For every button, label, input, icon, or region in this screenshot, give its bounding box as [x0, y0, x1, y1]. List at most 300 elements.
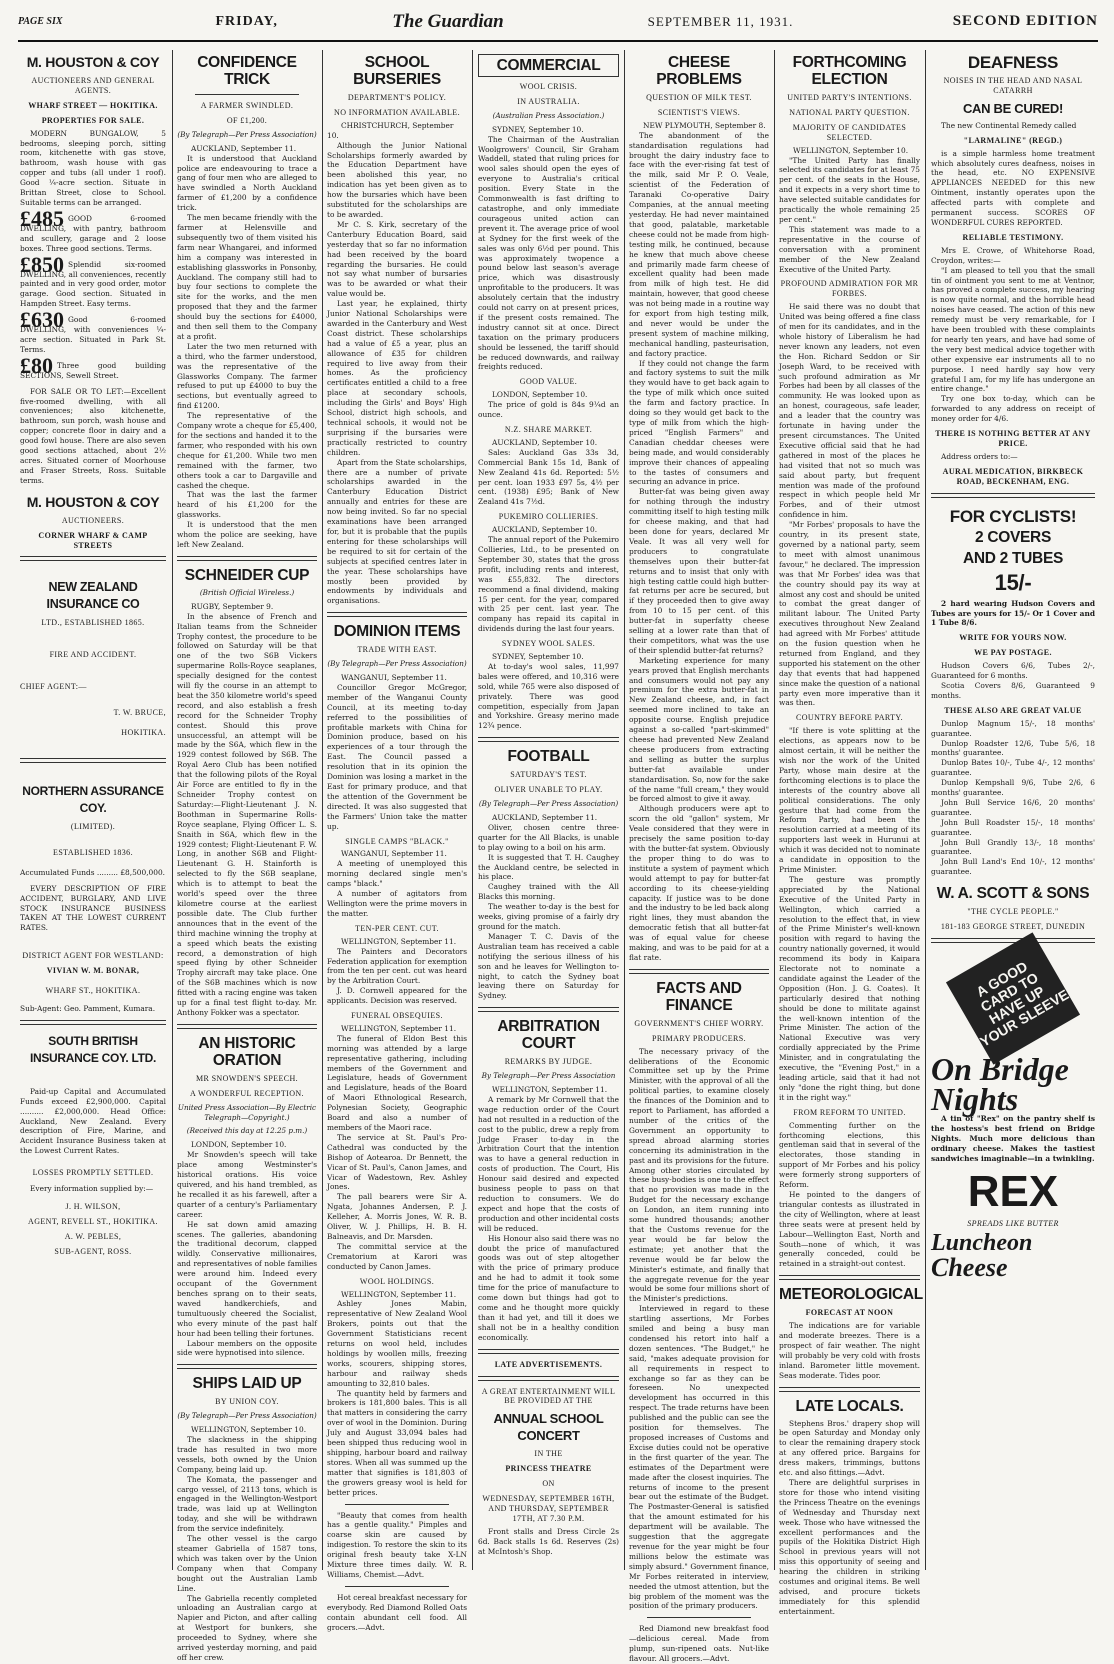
rex-tagline: SPREADS LIKE BUTTER	[967, 1218, 1059, 1228]
rex-card-text: A GOOD CARD TO HAVE UP YOUR SLEEVE	[973, 957, 1072, 1050]
paragraph: Caughey trained with the All Blacks this morning.	[478, 882, 619, 902]
property-listing	[20, 129, 166, 208]
northern-established: ESTABLISHED 1836.	[53, 847, 133, 857]
dateline: WELLINGTON, September 10.	[191, 1425, 307, 1435]
divider	[177, 1364, 317, 1369]
divider	[647, 1617, 751, 1618]
subheadline: N.Z. SHARE MARKET.	[504, 425, 593, 434]
paragraph: is a simple harmless home treatment which absolutely cures deafness, noises in the head, etc. NO EXPENSIVE APPLIANCES NEEDED for this new Ointment, instantly operates upon the affected parts with complete and permanent success. SCORES OF WONDERFUL CURES REPORTED.	[931, 148, 1095, 227]
paragraph: Marketing experience for many years proved that English merchants and consumers would not pay any premium for the extra butter-fat in New Zealand cheese, and, in fact seemed more inclined to take an opposite course. English prejudice against a so-called "part-skimmed" cheese had prevented New Zealand cheese producers from extracting and selling as butter the surplus butter-fat available under standardisation. So, now for the sake of the name "full cream," they would be forced almost to give it away.	[629, 655, 769, 804]
column-6	[779, 50, 923, 1616]
article-body	[779, 302, 920, 708]
rex-text	[931, 1114, 1095, 1164]
paragraph: Mrs E. Crowe, of Whitehorse Road, Croydon, writes:—	[931, 245, 1095, 265]
paragraph: 2 hard wearing Hudson Covers and Tubes are yours for 15/- Or 1 Cover and 1 Tube 8/6.	[931, 598, 1095, 628]
dateline: NEW PLYMOUTH, September 8.	[643, 120, 766, 130]
houston-address: CORNER WHARF & CAMP STREETS	[38, 530, 148, 550]
paragraph: Although the Junior National Scholarships formerly awarded by the Education Department have been abolished this year, no indication has yet been given as to how the bursaries which have been substituted for the scholarships are to be awarded.	[327, 140, 467, 219]
article-body	[478, 662, 619, 731]
houston-title: M. HOUSTON & COY	[26, 54, 160, 70]
divider	[345, 1504, 449, 1505]
divider	[478, 1349, 619, 1354]
paragraph: The other vessel is the cargo steamer Gabriella of 1587 tons, which was taken over by the Union Company when that Company bought out the Australian Lamb Line.	[177, 1534, 317, 1593]
rex-bridge-line: On Bridge	[931, 1051, 1069, 1087]
article-body	[478, 1095, 619, 1343]
dateline: AUCKLAND, September 10.	[492, 525, 598, 535]
beauty-advertisement	[327, 1511, 467, 1580]
deafness-testimony-title: RELIABLE TESTIMONY.	[962, 232, 1064, 242]
issue-day: FRIDAY,	[215, 14, 278, 30]
concert-prices	[478, 1527, 619, 1557]
paragraph: He said there was no doubt that United was being offered a fine class of men for its candidates, and in the whole history of Liberalism he had never known any leaders, not even the Hon. Richard Seddon or Sir Joseph Ward, to be received with such profound admiration as Mr Forbes had been by all classes of the community. He was looked upon as an honest, courageous, safe leader, and a leader that the country was fortunate in having under the present circumstances. The United Executive official said that he had gathered in most of the places he had visited that not so much was said about party, but frequent mention was made of the profound respect in which people held Mr Forbes, and of their utmost confidence in him.	[779, 302, 920, 520]
south-british-agent: AGENT, REVELL ST., HOKITIKA.	[28, 1216, 158, 1226]
article-body	[478, 823, 619, 1001]
headline: SHIPS LAID UP	[192, 1375, 302, 1393]
cyclists-text	[931, 599, 1095, 629]
dateline: WELLINGTON, September 10.	[793, 145, 909, 155]
headline: CONFIDENCE TRICK	[197, 54, 297, 88]
deafness-text	[931, 246, 1095, 424]
cyclists-price: 15/-	[994, 569, 1032, 595]
south-british-agent: SUB-AGENT, ROSS.	[54, 1246, 132, 1256]
paragraph: Stephens Bros.' drapery shop will be open Saturday and Monday only to clear the remaining drapery stock at any offered price. Bargains for dress makers, trimmings, buttons etc. and also fittings.—Advt.	[779, 1418, 920, 1478]
property-text: MODERN BUNGALOW, 5 bedrooms, sleeping porch, sitting room, kitchenette with gas stove, bathroom, wash house with gas copper and tubs (all under 1 roof). Good ¼-acre section. Situate in Brittan Street, close to School. Suitable terms can be arranged.	[20, 128, 166, 207]
subheadline: COUNTRY BEFORE PARTY.	[796, 713, 903, 723]
article-body	[327, 683, 467, 832]
subheadline: DEPARTMENT'S POLICY.	[347, 93, 447, 102]
south-british-title: SOUTH BRITISH INSURANCE COY. LTD.	[29, 1033, 157, 1065]
subheadline: BY UNION COY.	[215, 1397, 279, 1407]
houston-properties-heading: PROPERTIES FOR SALE.	[41, 115, 145, 125]
subheadline: REMARKS BY JUDGE.	[504, 1057, 593, 1067]
article-body	[177, 612, 317, 1018]
northern-subagent	[20, 1004, 166, 1014]
property-text: Splendid six-roomed DWELLING, all conveniences, recently painted and in very good order, motor garage. Good section. Situated in Hampden Street. Easy terms.	[20, 259, 166, 309]
list-item: Dunlop Magnum 15/-, 18 months' guarantee.	[931, 718, 1095, 738]
list-item: Scotia Covers 8/6, Guaranteed 9 months.	[931, 680, 1095, 700]
nz-insurance-title: NEW ZEALAND INSURANCE CO	[46, 580, 140, 612]
article-body	[779, 1321, 920, 1380]
divider	[779, 1387, 920, 1392]
nz-insurance-subtitle: LTD., ESTABLISHED 1865.	[41, 618, 145, 628]
column-rule	[172, 50, 173, 1570]
cyclists-postage: WE PAY POSTAGE.	[974, 648, 1052, 658]
masthead-rule	[18, 40, 1098, 42]
paragraph: He sat down amid amazing scenes. The galleries, abandoning the traditional decorum, clapped wildly. Conservative millionaires, and representatives of noble families were around him. Indeed every occupant of the Government benches sprang on to their seats, waved handkerchiefs, and tumultuously cheered the Socialist, who every minute of the past half hour had been telling their fortunes.	[177, 1219, 317, 1338]
column-rule	[322, 50, 323, 1570]
property-listing	[20, 251, 166, 310]
column-7-advertisements	[931, 50, 1095, 1584]
deafness-text	[931, 121, 1095, 131]
press-credit: (Australian Press Association.)	[492, 110, 605, 120]
paragraph: His Honour also said there was no doubt the price of manufactured goods was out of step altogether with the price of primary produce and he had to admit it took some time for the price of manufacture to come down but things had got to come and he thought more quickly than it had yet, and till it does we shall not be in a healthy condition economically.	[478, 1233, 619, 1342]
paragraph: A number of agitators from Wellington were the prime movers in the matter.	[327, 889, 467, 918]
paragraph: He pointed to the dangers of triangular contests as illustrated in the city of Wellington, where at least three seats were at present held by Labour—Wellington East, North and South—none of which, it was generally conceded, could be retained in a straight-out contest.	[779, 1189, 920, 1269]
paragraph: Red Diamond new breakfast food—delicious cereal. Made from plump, sun-ripened oats. Nut-like flavour. All grocers.—Advt.	[629, 1624, 769, 1664]
subheadline: IN AUSTRALIA.	[517, 96, 580, 106]
paragraph: The Gabriella recently completed unloading an Australian cargo at Napier and Picton, and after calling at Westport for bunkers, she proceeded to Sydney, where she arrived yesterday morning, and paid off her crew.	[177, 1593, 317, 1662]
cyclists-list	[931, 719, 1095, 878]
dateline: RUGBY, September 9.	[191, 601, 274, 611]
paragraph: J. D. Cornwell appeared for the applicants. Decision was reserved.	[327, 986, 467, 1006]
subheadline: FUNERAL OBSEQUIES.	[351, 1011, 443, 1021]
paragraph: Address orders to:—	[941, 451, 1018, 461]
south-british-info-text: Every information supplied by:—	[30, 1184, 154, 1194]
paragraph: The committal service at the Crematorium at Karori was conducted by Canon James.	[327, 1241, 467, 1271]
rex-bridge-line: Nights	[931, 1081, 1019, 1117]
paragraph: Ashley Jones Mabin, representative of New Zealand Wool Brokers, points out that the Government Statisticians recent returns on wool held, includes holdings by woollen mills, freezing works, scourers, shipping stores, harbour and railway sheds amounting to 32,810 bales.	[327, 1299, 467, 1388]
subheadline: FROM REFORM TO UNITED.	[793, 1107, 906, 1117]
paragraph: "Mr Forbes' proposals to have the country, in its present state, governed by a national party, seem to meet with almost unanimous favour," he declared. The impression was that Mr Forbes' idea was that the country should pay its way at almost any cost and should be united to combat the great danger of militant labour. The United Party executives throughout New Zealand had agreed with Mr Forbes' attitude on the fusion question when he returned from England, and they supported his statement on the other day that events that had happened since make the question of a national party even more imperative than it was then.	[779, 520, 920, 708]
northern-subagent-text: Sub-Agent: Geo. Pamment, Kumara.	[20, 1003, 156, 1013]
subheadline: A WONDERFUL RECEPTION.	[190, 1088, 304, 1098]
list-item: Dunlop Roadster 12/6, Tube 5/6, 18 months' guarantee.	[931, 738, 1095, 758]
article-body	[779, 156, 920, 275]
paragraph: The price of gold is 84s 9¼d an ounce.	[478, 400, 619, 420]
headline: SCHOOL BURSERIES	[353, 54, 441, 88]
headline: SCHNEIDER CUP	[184, 566, 310, 584]
list-item: John Bull Grandly 13/-, 18 months' guarantee.	[931, 837, 1095, 857]
paragraph: Commenting further on the forthcoming elections, this gentleman said that in several of the electorates, those standing in support of Mr Forbes and his policy were formerly strong supporters of Reform.	[779, 1120, 920, 1190]
paragraph: Mr C. S. Kirk, secretary of the Canterbury Education Board, said yesterday that so far no information had been received by the board regarding the bursaries. He could not say what number of bursaries was to be awarded or what their value would be.	[327, 219, 467, 299]
article-body	[629, 131, 769, 963]
paragraph: Mr Snowden's speech will take place among Westminster's historical orations. His voice quivered, and his hand trembled, as he recalled it as his farewell, after a quarter of a century's Parliamentary career.	[177, 1150, 317, 1219]
scott-subtitle: "THE CYCLE PEOPLE."	[967, 907, 1059, 917]
divider	[195, 94, 299, 95]
article-body	[327, 141, 467, 607]
dateline: WELLINGTON, September 11.	[492, 1085, 608, 1095]
northern-funds-text: Accumulated Funds ......... £8,500,000.	[20, 867, 166, 877]
headline: FORTHCOMING ELECTION	[792, 54, 907, 88]
nz-insurance-town: HOKITIKA.	[121, 728, 166, 738]
houston-title: M. HOUSTON & COY	[26, 493, 160, 510]
dateline: AUCKLAND, September 11.	[492, 813, 598, 822]
article-body	[327, 1034, 467, 1272]
paragraph: The gesture was promptly appreciated by the National Executive of the United Party in Wellington, which carried a resolution to the effect that, in view of the Prime Minister's well-known position with regard to having the country nationally governed, it would recommend its body in Kaipara Electorate not to nominate a candidate against the Leader of the Opposition (Hon. J. G. Coates). It particularly desired that nothing should be done to militate against the well-known intention of the Prime Minister. The action of the National Executive was very cordially appreciated by the Prime Minister, and in congratulating the executive, the "Evening Post," in a leading article, said that it had not only "done the right thing, but done it in the right way."	[779, 874, 920, 1102]
dateline: SYDNEY, September 10.	[492, 652, 584, 662]
press-credit: United Press Association—By Electric Telegraph—Copyright.)	[177, 1102, 317, 1122]
article-body	[779, 1121, 920, 1270]
divider	[478, 1007, 619, 1012]
property-text: GOOD 6-roomed DWELLING, with pantry, bathroom and scullery, garage and 2 loose boxes. Three good sections. Terms.	[20, 213, 166, 253]
list-item: John Bull Land's End 10/-, 12 months' guarantee.	[931, 857, 1095, 877]
paragraph: The service at St. Paul's Pro-Cathedral was conducted by the Bishop of Aotearoa. Dr Bennett, the Vicar of St. Paul's, Canon James, and Vicar of Wadestown, Rev. Ashley Jones.	[327, 1132, 467, 1192]
paragraph: Apart from the State scholarships, there are a number of private scholarships awarded in the Canterbury Education District annually and entries for these are now being invited. So far no special examinations have been arranged for, but it is probable that the pupils entering for these scholarships will be required to sit for certain of the subjects at specified centres later in the year. These scholarships have mostly been provided by endowments by individuals and organisations.	[327, 457, 467, 606]
paragraph: The new Continental Remedy called	[941, 120, 1077, 130]
south-british-body	[20, 1087, 166, 1156]
northern-subtitle: (LIMITED).	[70, 821, 116, 831]
subheadline: SYDNEY WOOL SALES.	[501, 639, 596, 649]
paragraph: The representative of the Company wrote a cheque for £5,400, for the sections and handed it to the farmer, who responded with his own cheque for £1,200. While two men remained with the farmer, two others took a car to Dargaville and cashed the cheque.	[177, 411, 317, 490]
dateline: SYDNEY, September 10.	[492, 124, 584, 134]
nz-insurance-agent: T. W. BRUCE,	[113, 708, 166, 718]
article-body	[478, 535, 619, 634]
paragraph: Although producers were apt to scorn the old "gallon" system, Mr Veale considered that they were in precisely the same position to-day with the butter-fat system. Obviously the proper thing to do was to institute a system of payment which would attempt to pay for butter-fat according to its cheese-yielding capacity. If justice was to be done and the industry to be led back along right lines, they must abandon the democratic fetish that all butter-fat was of equal value for cheese making, and was to be paid for at a flat rate.	[629, 804, 769, 962]
column-3	[327, 50, 467, 1632]
rex-bridge-heading	[931, 1051, 1095, 1117]
houston-subtitle: AUCTIONEERS.	[61, 515, 125, 525]
northern-title: NORTHERN ASSURANCE COY.	[22, 783, 164, 815]
paragraph: The Chairman of the Australian Woolgrowers' Council, Sir Graham Waddell, stated that ruling prices for wool sales should open the eyes of everyone to Australia's critical position. Every State in the Commonwealth is fast drifting to catastrophe, and only immediate courageous united action can prevent it. The average price of wool at Sydney for the first week of the sales was only 6½d per pound. This was approximately twopence a pound below last season's average price, which was disastrously unprofitable to the producers. It was absolutely certain that the industry could not carry on at present prices, if the present costs remained. The industry cannot sit at once. Direct taxation on the primary producers should be lessened, the tariff should be reduced downwards, and railway freights reduced.	[478, 134, 619, 372]
paragraph: "If there is vote splitting at the elections, as appears now to be almost certain, it will be neither the wish nor the work of the United Party, whose main desire at the forthcoming elections is to place the interests of the country above all political considerations. The only gesture that had come from the Reform Party, had been the resolution carried at a meeting of its supporters last week in Hurunui at which it was decided not to nominate a candidate in opposition to the Prime Minister.	[779, 726, 920, 874]
list-item: Dunlop Bates 10/-, Tube 4/-, 12 months' guarantee.	[931, 758, 1095, 778]
column-2	[177, 50, 317, 1662]
paragraph: The necessary privacy of the deliberations of the Economic Committee set up by the Prime Minister, with the approval of all the political parties, to examine closely the finances of the Dominion and to report to Parliament, has afforded a number of the critics of the Government an opportunity to spread abroad alarming stories concerning its administration in the past and its provisions for the future. Among other stories circulated by these busy-bodies is one to the effect that no provision was made in the Budget for the necessary exchange on London, an item running into some hundred thousands; another that the Customs revenue for the year would be far below the estimate; yet another that the revenue would be far below the Minister's estimate, and finally that the aggregate revenue for the year would be some four millions short of the Minister's predictions.	[629, 1046, 769, 1304]
column-rule	[624, 50, 625, 1570]
paragraph: It is suggested that T. H. Caughey the Auckland centre, be selected in his place.	[478, 852, 619, 882]
column-1-advertisements	[20, 50, 166, 1584]
paragraph: Hot cereal breakfast necessary for everybody. Red Diamond Rolled Oats contain abundant cell food. All grocers.—Advt.	[327, 1592, 467, 1632]
subheadline: GOVERNMENT'S CHIEF WORRY.	[634, 1018, 764, 1028]
deafness-remedy: "LARMALINE" (REGD.)	[963, 135, 1063, 145]
paragraph: Manager T. C. Davis of the Australian team has received a cable notifying the serious illness of his son and he leaves for Wellington to-night, to catch the Sydney boat leaving there on Saturday for Sydney.	[478, 931, 619, 1001]
issue-date: SEPTEMBER 11, 1931.	[647, 14, 794, 30]
northern-address: WHARF ST., HOKITIKA.	[45, 986, 141, 996]
cyclists-title: FOR CYCLISTS!	[949, 506, 1077, 526]
concert-in: IN THE	[534, 1449, 563, 1459]
property-listing	[20, 205, 166, 254]
divider	[20, 1020, 166, 1025]
subheadline: A FARMER SWINDLED.	[200, 101, 294, 110]
subheadline: MR SNOWDEN'S SPEECH.	[195, 1073, 299, 1083]
south-british-text: Paid-up Capital and Accumulated Funds exceed £2,900,000. Capital .......... £2,000,000. Head Office: Auckland, New Zealand. Every description of Fire, Marine, and Accident Insurance Business taken at the Lowest Current Rates.	[20, 1086, 166, 1156]
rex-cheese: Cheese	[931, 1253, 1008, 1283]
headline: AN HISTORIC ORATION	[198, 1034, 296, 1069]
received-time: (Received this day at 12.25 p.m.)	[186, 1126, 308, 1136]
column-rule	[472, 50, 473, 1570]
article-body	[327, 947, 467, 1006]
page-number: PAGE SIX	[18, 16, 63, 28]
list-item: John Bull Service 16/6, 20 months' guarantee.	[931, 797, 1095, 817]
divider	[177, 1024, 317, 1029]
cyclists-list	[931, 661, 1095, 701]
property-text: Three good building SECTIONS, Sewell Street.	[20, 360, 166, 380]
article-body	[478, 400, 619, 420]
headline: LATE LOCALS.	[795, 1397, 904, 1415]
paragraph: "I am pleased to tell you that the small tin of ointment you sent to me at Ventnor, has proved a complete success, my hearing is now quite normal, and the horrible head noises have ceased. The action of this new remedy must be very remarkable, for I have been troubled with these complaints for nearly ten years, and have had some of the very best medical advice together with other expensive ear instruments all to no purpose. I need hardly say how very grateful I am, for my life has undergone an entire change."	[931, 265, 1095, 394]
subheadline: PUKEMIRO COLLIERIES.	[498, 512, 599, 522]
paragraph: It is understood that the men whom the police are seeking, have left New Zealand.	[177, 520, 317, 549]
south-british-losses: LOSSES PROMPTLY SETTLED.	[32, 1168, 154, 1178]
dateline: AUCKLAND, September 11.	[191, 143, 297, 153]
paragraph: Butter-fat was being given away for nothing through the industry committing itself to high testing milk for cheese making, and that had been done for years, declared Mr Veale. It was all very well for producers to congratulate themselves upon their butter-fat returns and to insist that only with high testing cattle could high butter-fat returns per acre be secured, but if they proceeded then to give away from 10 to 15 per cent. of this butter-fat in superfatty cheese selling at a lower rate than that of their competitors, what was the use of their splendid butter-fat returns?	[629, 487, 769, 655]
deafness-address: AURAL MEDICATION, BIRKBECK ROAD, BECKENHAM, ENG.	[942, 466, 1084, 486]
article-body	[478, 448, 619, 507]
paragraph: The pall bearers were Sir A. Ngata, Johannes Andersen, P. J. Kelleher, A. Morris Jones, W. R. B. Oliver, W. J. Phillips, H. B. H. Balneavis, and Dr. Marsden.	[327, 1192, 467, 1241]
edition-label: SECOND EDITION	[952, 13, 1098, 30]
property-text: FOR SALE OR TO LET:—Excellent five-roomed dwelling, with all conveniences; also kitchenette, bathroom, sun porch, wash house and copper; concrete floor in dairy and a good fowl house. There are also seven good sections attached, about 2½ acres. Situated corner of Moorhouse and Fraser Streets, Ross. Suitable terms.	[20, 386, 166, 485]
cyclists-write: WRITE FOR YOURS NOW.	[959, 633, 1067, 643]
concert-title: ANNUAL SCHOOL CONCERT	[493, 1411, 604, 1444]
subheadline: MAJORITY OF CANDIDATES SELECTED.	[792, 122, 907, 142]
cyclists-tubes: AND 2 TUBES	[962, 549, 1064, 567]
subheadline: UNITED PARTY'S INTENTIONS.	[787, 93, 912, 102]
paragraph: Oliver, chosen centre three-quarter for the All Blacks, is unable to play owing to a boil on his arm.	[478, 822, 619, 852]
paragraph: The indications are for variable and moderate breezes. There is a prospect of fair weather. The night will probably be very cold with frosts inland. Barometer little movement. Seas moderate. Tides poor.	[779, 1321, 920, 1380]
paragraph: The annual report of the Pukemiro Collieries, Ltd., to be presented on September 30, states that the gross profit, including rents and interest, was £55,832. The directors recommend a final dividend, making 15 per cent. for the year, compared with 25 per cent. last year. The company has repaid its capital in dividends during the last four years.	[478, 535, 619, 634]
paragraph: "Beauty that comes from health has a gentle quality." Pimples and coarse skin are caused by indigestion. To restore the skin to its original fresh beauty take X-LN Mixture three times daily. W. R. Williams, Chemist.—Advt.	[327, 1510, 467, 1579]
masthead	[18, 6, 1098, 38]
dateline: AUCKLAND, September 10.	[492, 437, 598, 447]
deafness-cured: CAN BE CURED!	[962, 100, 1064, 116]
paragraph: This statement was made to a representative in the course of conversation with a prominent member of the New Zealand Executive of the United Party.	[779, 224, 920, 274]
concert-venue: PRINCESS THEATRE	[505, 1464, 592, 1474]
cyclists-also: THESE ALSO ARE GREAT VALUE	[944, 705, 1082, 715]
dateline: WELLINGTON, September 11.	[341, 936, 457, 946]
article-body	[327, 1299, 467, 1497]
houston-address: WHARF STREET — HOKITIKA.	[28, 100, 158, 110]
scott-address: 181-183 GEORGE STREET, DUNEDIN	[940, 922, 1086, 932]
subheadline: OF £1,200.	[226, 115, 268, 125]
paragraph: It is understood that Auckland police are endeavouring to trace a gang of four men who are alleged to have swindled a North Auckland farmer of £1,200 by a confidence trick.	[177, 153, 317, 213]
deafness-better: THERE IS NOTHING BETTER AT ANY PRICE.	[935, 429, 1091, 448]
paragraph: At to-day's wool sales, 11,997 bales were offered, and 10,316 were sold, while 765 were also disposed of privately. There was good competition, especially from Japan and Yorkshire. Greasy merino made 12¾ pence.	[478, 661, 619, 731]
paragraph: A remark by Mr Cornwell that the wage reduction order of the Court had not resulted in a reduction of the cost to the public, drew a reply from Judge Fraser to-day in the Arbitration Court that the intention was to have a general reduction in costs of production. The Court, His Honour said desired and expected business people to pass on that reduction to consumers. We do expect and hope that the costs of production and other incidental costs will be reduced.	[478, 1094, 619, 1233]
press-credit: (By Telegraph—Per Press Association)	[177, 1411, 317, 1421]
headline: FOOTBALL	[507, 748, 590, 766]
property-price: £485	[20, 205, 64, 231]
article-body	[177, 154, 317, 550]
subheadline: TRADE WITH EAST.	[357, 645, 437, 655]
paragraph: In the absence of French and Italian teams from the Schneider Trophy contest, the procedure to be followed on Saturday will be that one of the two S6B Vickers supermarine Rolls-Royce seaplanes, specially designed for the contest will fly the course in an attempt to beat the 350 kilometre world's speed record, and also establish a fresh record for the Schneider Trophy contest. Should this prove unsuccessful, an attempt will be made by the S6A, which flew in the 1929 contest followed by S6B. The Royal Aero Club has been notified that the following pilots of the Royal Air Force are entitled to fly in the Schneider Trophy contest on Saturday:—Flight-Lieutenant J. N. Boothman in Supermarine Rolls-Royce seaplane, Flying Officer L. S. Snaith in S6A, which flew in the 1929 contest; Flight-Lieutenant F. W. Long, in another S6B and Flight-Lieutenant G. H. Stainforth is selected to fly the S6B seaplane, which is to attempt to beat the world's speed over the three kilometre course at the earliest possible date. The Club further announces that in the event of the third machine winning the trophy at a speed which beats the existing record, a demonstration of high speed flying by other Schneider Trophy aircraft may take place. One of the S6B machines which is now fitted with a racing engine was taken up for a final test flight to-day. Mr. Anthony Fokker was a spectator.	[177, 611, 317, 1017]
nz-insurance-fire: FIRE AND ACCIDENT.	[49, 650, 137, 660]
subheadline: OLIVER UNABLE TO PLAY.	[494, 785, 603, 795]
subheadline: SATURDAY'S TEST.	[510, 770, 587, 780]
paragraph: The abandonment of the standardisation regulations had brought the dairy industry face to face with the ever-rising fat test of the milk, said Mr P. O. Veale, scientist of the Federation of Taranaki Co-operative Dairy Companies, at the annual meeting yesterday. He had never maintained that good, palatable, marketable cheese could not be made from high-testing milk, he continued, because he knew that much above cheese and primarily made farm cheese of excellent quality had been made from milk of high test. He did maintain, however, that good cheese was not being made in a routine way for export from high testing milk, and never would be under the present system of machine milking, mechanical handling, pasteurisation, and factory practice.	[629, 130, 769, 358]
property-listing	[20, 352, 166, 381]
divider	[478, 737, 619, 742]
deafness-subtitle: NOISES IN THE HEAD AND NASAL CATARRH	[943, 76, 1083, 95]
northern-agent: VIVIAN W. M. BONAR,	[46, 966, 140, 976]
divider	[177, 556, 317, 561]
subheadline: QUESTION OF MILK TEST.	[646, 93, 752, 102]
subheadline: TEN-PER CENT. CUT.	[355, 923, 439, 933]
divider	[345, 1586, 449, 1587]
headline: COMMERCIAL	[478, 54, 619, 77]
concert-on: ON	[542, 1479, 555, 1489]
dateline: WANGANUI, September 11.	[341, 673, 447, 683]
article-body	[779, 726, 920, 1102]
list-item: Dunlop Kempshall 9/6, Tube 2/6, 6 months' guarantee.	[931, 778, 1095, 798]
subheadline: PRIMARY PRODUCERS.	[651, 1033, 747, 1043]
press-credit: (British Official Wireless.)	[199, 587, 295, 597]
paragraph: A meeting of unemployed this morning declared single men's camps "black."	[327, 859, 467, 889]
article-body	[478, 135, 619, 373]
column-rule	[774, 50, 775, 1570]
subheadline: WOOL HOLDINGS.	[359, 1276, 435, 1286]
subheadline: GOOD VALUE.	[519, 377, 578, 387]
subheadline: SINGLE CAMPS "BLACK."	[345, 836, 449, 846]
breakfast-advertisement	[327, 1593, 467, 1633]
headline: DOMINION ITEMS	[333, 623, 461, 641]
cyclists-covers: 2 COVERS	[975, 528, 1051, 546]
column-rule	[925, 50, 926, 1570]
dateline: WANGANUI, September 11.	[341, 849, 447, 859]
newspaper-title: The Guardian	[392, 11, 504, 33]
paragraph: Last year, he explained, thirty Junior National Scholarships were awarded in the Canterbury and West Coast district. These scholarships had a value of £5 a year, plus an allowance of £35 for children required to live away from their homes. As the proficiency certificates entitled a child to a free place at secondary schools, including the Girls' and Boys' High School, district high schools, and technical schools, it would not be surprising if the bursaries were practically restricted to country children.	[327, 299, 467, 457]
divider	[20, 556, 166, 561]
divider	[327, 612, 467, 617]
paragraph: The quantity held by farmers and brokers is 181,800 bales. This is all that matters in considering the carry over of wool in the Dominion. During July and August 33,094 bales had been shipped thus reducing wool in shipping, harbour board and railway stores. When all was summed up the matter that signifies is 181,803 of the growers greasy wool is held for better prices.	[327, 1388, 467, 1497]
rex-brand: REX	[967, 1166, 1059, 1216]
paragraph: The slackness in the shipping trade has resulted in two more vessels, both owned by the Union Company, being laid up.	[177, 1435, 317, 1474]
paragraph: The men became friendly with the farmer at Helensville and subsequently two of them visited his farm near Whangarei, and informed him a company was interested in establishing glassworks in Ponsonby, Auckland. The company still had to buy four sections to complete the site for the works, and the men proposed that they and the farmer should buy the sections for £4000, and then sell them to the Company at a profit.	[177, 213, 317, 341]
divider	[779, 1275, 920, 1280]
paragraph: The Komata, the passenger and cargo vessel, of 2113 tons, which is engaged in the Wellington-Westport trade, was laid up at Wellington today, and she will be withdrawn from the service indefinitely.	[177, 1474, 317, 1534]
column-5	[629, 50, 769, 1664]
paragraph: That was the last the farmer heard of his £1,200 for the glassworks.	[177, 490, 317, 520]
headline: METEOROLOGICAL	[779, 1286, 923, 1304]
paragraph: A tin of "Rex" on the pantry shelf is the hostess's best friend on Bridge Nights. Much more delicious than ordinary cheese. Makes the tastiest sandwiches imaginable—in a twinkling.	[931, 1114, 1095, 1163]
property-listing	[20, 387, 166, 486]
article-body	[327, 859, 467, 918]
rex-luncheon: Luncheon	[931, 1230, 1033, 1257]
subheadline: PROFOUND ADMIRATION FOR MR FORBES.	[780, 279, 919, 299]
subheadline: FORECAST AT NOON	[805, 1308, 894, 1318]
paragraph: Sales: Auckland Gas 33s 3d, Commercial Bank 15s 1d, Bank of New Zealand 41s 6d. Reported: 5½ per cent. loan 1933 £97 5s, 4½ per cent. (1938) £95; Bank of New Zealand 41s 7½d.	[478, 447, 619, 507]
dateline: WELLINGTON, September 11.	[341, 1289, 457, 1299]
property-price: £630	[20, 307, 64, 333]
paragraph: There are delightful surprises in store for those who intend visiting the Princess Theatre on the evenings of Wednesday and Thursday next week. Those who have witnessed the excellent performances and the pupils of the Hokitika District High School in previous years will not miss this opportunity of seeing and hearing the children in striking costumes and original items. Be well advised, and procure tickets immediately for this splendid entertainment.	[779, 1478, 920, 1616]
south-british-agent: J. H. WILSON,	[65, 1202, 121, 1211]
concert-dates: WEDNESDAY, SEPTEMBER 16TH, AND THURSDAY, SEPTEMBER 17TH, AT 7.30 P.M.	[482, 1494, 615, 1523]
northern-body-text: EVERY DESCRIPTION OF FIRE ACCIDENT, BURGLARY, AND LIVE STOCK INSURANCE BUSINESS TAKEN AT THE LOWEST CURRENT RATES.	[20, 883, 166, 933]
subheadline: NATIONAL PARTY QUESTION.	[789, 107, 910, 117]
south-british-info	[20, 1184, 166, 1194]
divider	[20, 758, 166, 763]
dateline: LONDON, September 10.	[492, 390, 588, 400]
press-credit: (By Telegraph—Per Press Association)	[327, 659, 467, 669]
subheadline: WOOL CRISIS.	[519, 82, 578, 91]
subheadline: SCIENTIST'S VIEWS.	[657, 107, 741, 117]
paragraph: Interviewed in regard to these startling assertions, Mr Forbes smiled and being a busy man condensed his retort into half a dozen sentences. "The Budget," he said, "makes adequate provision for all requirements in respect to exchange so far as they can be foreseen. No unexpected development has occurred in this respect. The trade returns have been published and the public can see the position for themselves. The proposed increases of Customs and Excise duties could not be operative in the first quarter of the year. The estimates of the Department were made after the closest inquiries. The returns of income to the present bear out the estimate of the Budget. The Postmaster-General is satisfied that the amount estimated for his department will be available. The suggestion that the aggregate revenue for the year might be four millions below the estimate was simply absurd." Government finance, Mr Forbes reiterated in interview, needed the utmost attention, but the big problem of the moment was the position of the primary producers.	[629, 1304, 769, 1611]
column-4	[478, 50, 619, 1584]
paragraph: "The United Party has finally selected its candidates for at least 75 per cent. of the seats in the House, and it expects in a very short time to have selected suitable candidates for practically the whole remaining 25 per cent."	[779, 155, 920, 224]
deafness-title: DEAFNESS	[967, 53, 1059, 72]
paragraph: Later the two men returned with a third, who the farmer understood, was the representative of the Glassworks Company. The farmer refused to put up £4000 to buy the sections, but eventually agreed to find £1200.	[177, 341, 317, 411]
playing-card-icon	[946, 932, 1080, 1064]
press-credit: (By Telegraph—Per Press Association)	[478, 799, 619, 809]
divider	[931, 493, 1095, 498]
press-credit: By Telegraph—Per Press Association	[481, 1071, 616, 1081]
dateline: LONDON, September 10.	[191, 1140, 287, 1150]
article-body	[629, 1047, 769, 1612]
subheadline: NO INFORMATION AVAILABLE.	[334, 107, 460, 117]
paragraph: Front stalls and Dress Circle 2s 6d. Back stalls 1s 6d. Reserves (2s) at McIntosh's Shop.	[478, 1526, 619, 1556]
deafness-text	[931, 149, 1095, 228]
dateline: WELLINGTON, September 11.	[341, 1023, 457, 1033]
property-text: Good 6-roomed DWELLING, with conveniences ¼-acre section. Situated in Park St. Terms.	[20, 315, 166, 354]
northern-funds	[20, 868, 166, 878]
northern-body	[20, 884, 166, 934]
south-british-agent: A. W. PEBLES,	[64, 1231, 122, 1241]
paragraph: Councillor Gregor McGregor, member of the Wanganui County Council, at its meeting to-day referred to the possibilities of profitable markets with China for Dominion produce, based on his experiences of a tour through the East. The Council passed a resolution that in its opinion the Dominion was losing a market in the East for primary produce, and that the attention of the Government be directed. It was also suggested that the Farmers' Union take the matter up.	[327, 682, 467, 831]
list-item: Hudson Covers 6/6, Tubes 2/-, Guaranteed for 6 months.	[931, 661, 1095, 681]
late-advertisements-heading: LATE ADVERTISEMENTS.	[494, 1359, 603, 1369]
article-body	[177, 1435, 317, 1663]
list-item: John Bull Roadster 15/-, 18 months' guarantee.	[931, 817, 1095, 837]
houston-subtitle: AUCTIONEERS AND GENERAL AGENTS.	[31, 76, 155, 95]
dateline: CHRISTCHURCH, September 10.	[327, 120, 454, 140]
headline: ARBITRATION COURT	[497, 1018, 600, 1053]
headline: CHEESE PROBLEMS	[656, 54, 742, 88]
property-price: £80	[20, 352, 53, 378]
nz-insurance-agent-label: CHIEF AGENT:—	[20, 682, 87, 692]
divider	[478, 1376, 619, 1381]
divider	[629, 969, 769, 974]
property-listing	[20, 307, 166, 355]
diamond-advertisement	[629, 1624, 769, 1664]
